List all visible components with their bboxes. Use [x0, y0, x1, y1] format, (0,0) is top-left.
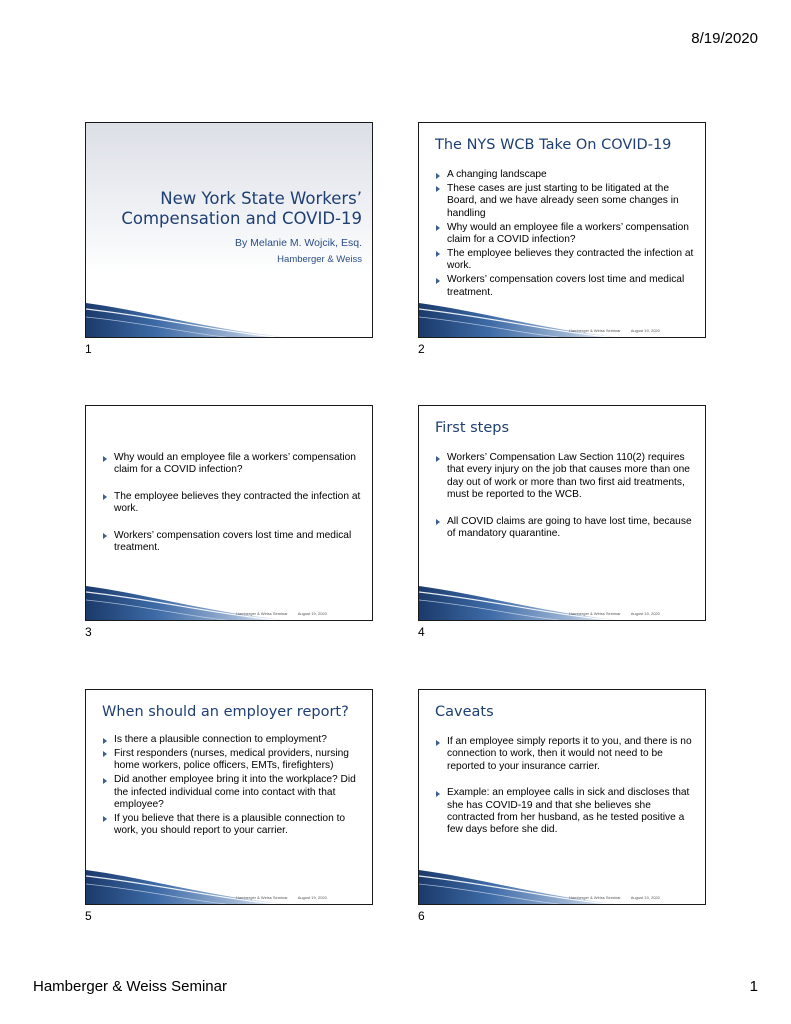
bullet-list: [102, 734, 362, 839]
slide-number: 6: [418, 909, 425, 923]
bullet-item: Workers’ compensation covers lost time and medical treatment.: [102, 530, 362, 555]
slide-title: The NYS WCB Take On COVID-19: [435, 137, 672, 153]
slide-footer-date: August 19, 2020: [630, 328, 660, 333]
slide-3: [85, 405, 373, 621]
bullet-item: Why would an employee file a workers’ compensation claim for a COVID infection?: [435, 222, 695, 247]
bullet-item: Why would an employee file a workers’ compensation claim for a COVID infection?: [102, 452, 362, 477]
slide-footer: [569, 328, 699, 333]
bullet-item: Example: an employee calls in sick and discloses that she has COVID-19 and that she believes she contracted from her husband, as he tested positive a few days before she did.: [435, 787, 695, 837]
bullet-list: [102, 452, 362, 568]
slide-4: [418, 405, 706, 621]
slide-number: 3: [85, 625, 92, 639]
bullet-item: If an employee simply reports it to you, and there is no connection to work, then it would not need to be reported to your insurance carrier.: [435, 736, 695, 773]
bullet-item: Is there a plausible connection to employment?: [102, 734, 362, 746]
bullet-item: All COVID claims are going to have lost time, because of mandatory quarantine.: [435, 516, 695, 541]
slide-number: 5: [85, 909, 92, 923]
bullet-item: First responders (nurses, medical providers, nursing home workers, police officers, EMTs, firefighters): [102, 748, 362, 773]
bullet-item: Workers’ compensation covers lost time and medical treatment.: [435, 274, 695, 299]
slide-footer-date: August 19, 2020: [297, 611, 327, 616]
bullet-list: [435, 169, 695, 301]
wave-decoration: [86, 303, 373, 337]
slide-footer-date: August 19, 2020: [630, 611, 660, 616]
bullet-item: These cases are just starting to be litigated at the Board, and we have already seen some changes in handling: [435, 183, 695, 220]
bullet-item: Did another employee bring it into the workplace? Did the infected individual come into contact with that employee?: [102, 774, 362, 811]
slide-footer: [236, 895, 366, 900]
bullet-list: [435, 452, 695, 554]
slide-title: Caveats: [435, 704, 494, 720]
slide-title: New York State Workers’ Compensation and COVID-19: [121, 189, 362, 228]
slide-footer-seminar: Hamberger & Weiss Seminar: [569, 895, 621, 900]
bullet-item: The employee believes they contracted the infection at work.: [102, 491, 362, 516]
slide-footer: [569, 895, 699, 900]
slide-firm: Hamberger & Weiss: [277, 254, 362, 265]
slide-footer-seminar: Hamberger & Weiss Seminar: [236, 895, 288, 900]
bullet-list: [435, 736, 695, 851]
slide-5: [85, 689, 373, 905]
page-date: 8/19/2020: [691, 30, 758, 47]
slide-title: When should an employer report?: [102, 704, 349, 720]
page-footer-title: Hamberger & Weiss Seminar: [33, 978, 227, 995]
bullet-item: The employee believes they contracted the infection at work.: [435, 248, 695, 273]
slide-number: 2: [418, 342, 425, 356]
slide-2: [418, 122, 706, 338]
slide-footer: [569, 611, 699, 616]
slide-footer-seminar: Hamberger & Weiss Seminar: [236, 611, 288, 616]
slide-author: By Melanie M. Wojcik, Esq.: [234, 237, 362, 249]
slide-footer: [236, 611, 366, 616]
bullet-item: If you believe that there is a plausible connection to work, you should report to your carrier.: [102, 813, 362, 838]
slide-footer-date: August 19, 2020: [630, 895, 660, 900]
slide-title: First steps: [435, 420, 510, 436]
slide-footer-seminar: Hamberger & Weiss Seminar: [569, 611, 621, 616]
page-number: 1: [749, 978, 758, 995]
slide-footer-seminar: Hamberger & Weiss Seminar: [569, 328, 621, 333]
slide-number: 4: [418, 625, 425, 639]
slide-6: [418, 689, 706, 905]
slide-number: 1: [85, 342, 92, 356]
slide-footer-date: August 19, 2020: [297, 895, 327, 900]
slide-1: [85, 122, 373, 338]
bullet-item: A changing landscape: [435, 169, 695, 181]
bullet-item: Workers’ Compensation Law Section 110(2) requires that every injury on the job that causes more than one day out of work or more than two first aid treatments, must be reported to the WCB.: [435, 452, 695, 502]
